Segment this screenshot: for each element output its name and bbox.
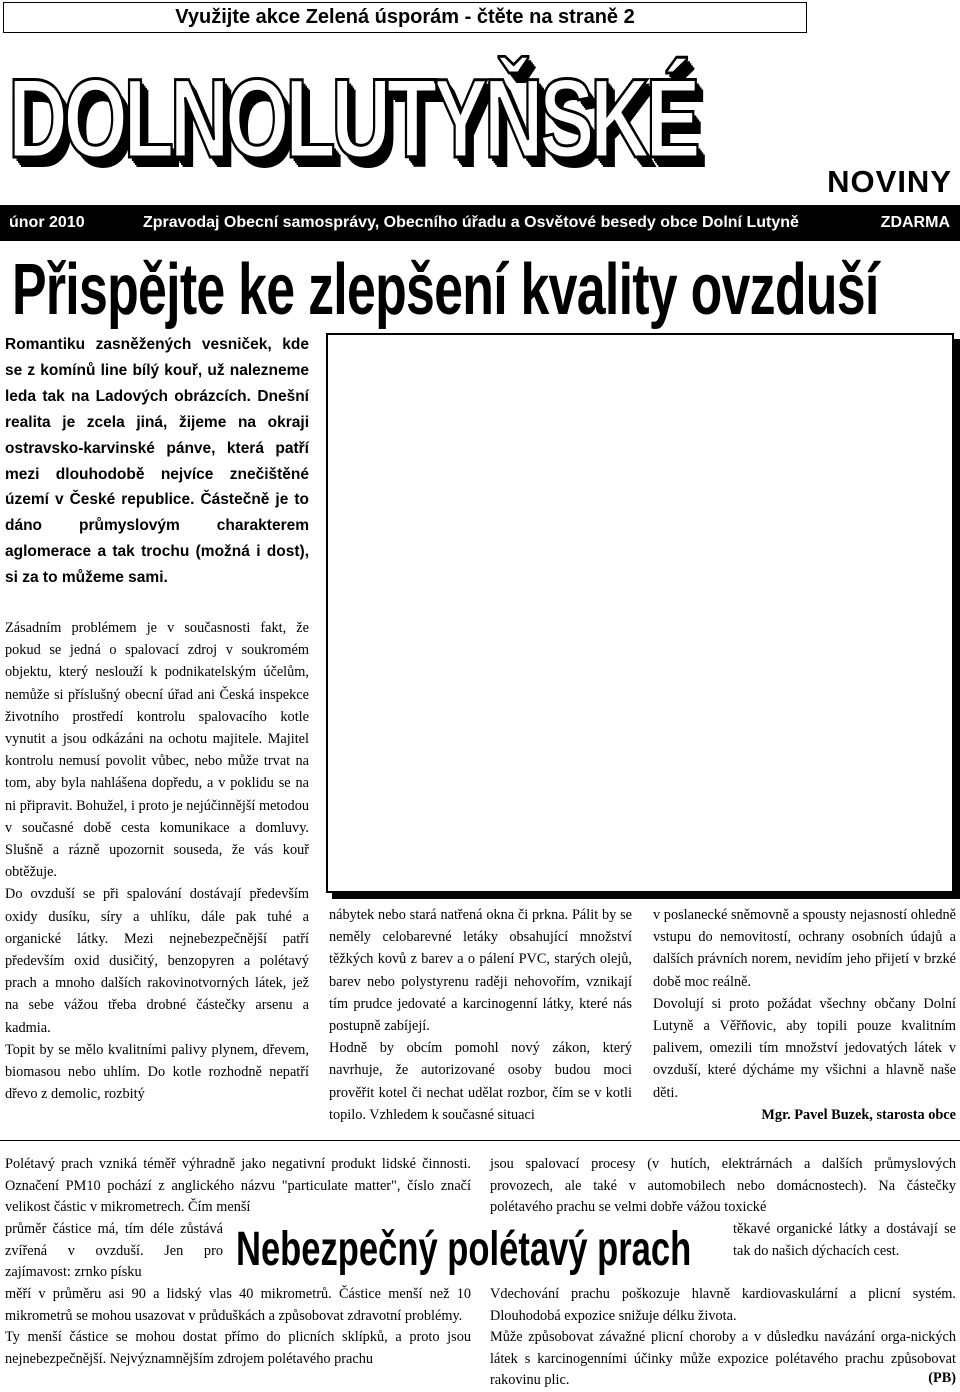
price-label: ZDARMA [880, 214, 950, 231]
article2-col-b-rest [490, 1284, 956, 1392]
paragraph: Vdechování prachu poškozuje hlavně kardiovaskulární a plicní systém. Dlouhodobá expozice snižuje délku života. [490, 1286, 956, 1324]
article-column-3 [653, 904, 956, 1126]
promo-banner: Využijte akce Zelená úsporám - čtěte na straně 2 [3, 2, 807, 33]
photo-frame [326, 333, 954, 893]
paragraph: v poslanecké sněmovně a spousty nejasností ohledně vstupu do nemovitostí, ochrany osobních údajů a dalších právních norem, nevidím jeho přijetí v brzké době moc reálně. [653, 907, 956, 990]
article2-col-a-rest [5, 1284, 471, 1370]
paragraph: Topit by se mělo kvalitními palivy plynem, dřevem, biomasou nebo uhlím. Do kotle rozhodně nepatří dřevo z demolic, rozbitý [5, 1041, 309, 1103]
paragraph: Hodně by obcím pomohl nový zákon, který navrhuje, že autorizované osoby budou moci prověřit kotel či nechat udělat rozbor, čím se v kotli topilo. Vzhledem k současné situaci [329, 1040, 632, 1123]
masthead-title: DOLNOLUTYŇSKÉ [8, 56, 697, 181]
paragraph: Zásadním problémem je v současnosti fakt, že pokud se jedná o spalovací zdroj v soukromém objektu, který neslouží k podnikatelským účelům, nemůže si příslušný obecní úřad ani Česká inspekce životního prostředí kontrolu spalovacího kotle vynutit a jsou odkázáni na ochotu majitele. Majitel kontrolu nemusí povolit vůbec, nebo může trvat na tom, aby byla nahlášena dopředu, a v poklidu se na ni připravit. Bohužel, i proto je nejúčinnější metodou v současné době cesta komunikace a domluvy. Slušně a rázně upozornit souseda, že vás kouř obtěžuje. [5, 620, 309, 881]
newsletter-description: Zpravodaj Obecní samosprávy, Obecního úřadu a Osvětové besedy obce Dolní Lutyně [143, 214, 799, 231]
paragraph: Může způsobovat závažné plicní choroby a v důsledku navázání orga-nických látek s karcinogenními účinky může expozice polétavého prachu způsobovat rakovinu plic. [490, 1329, 956, 1388]
article-signature: Mgr. Pavel Buzek, starosta obce [761, 1106, 956, 1123]
paragraph: Do ovzduší se při spalování dostávají především oxidy dusíku, síry a uhlíku, dále pak tuhé a organické látky. Mezi nejnebezpečnější patří především oxid dusičitý, benzopyren a polétavý prach a mnoho dalších rakovinotvorných látek, jež na sebe vážou třeba drobné částečky arsenu a kadmia. [5, 886, 309, 1036]
article-column-2 [329, 904, 632, 1126]
article2-col-a-top: Polétavý prach vzniká téměř výhradně jako negativní produkt lidské činnosti. Označení PM10 pochází z anglického názvu "particulate matter", číslo značí velikost částic v mikrometrech. Čím menší [5, 1156, 471, 1215]
section-divider [0, 1140, 960, 1141]
article2-author: (PB) [928, 1370, 956, 1386]
paragraph: měří v průměru asi 90 a lidský vlas 40 mikrometrů. Částice menší než 10 mikrometrů se mohou usazovat v průduškách a způsobovat zdravotní problémy. [5, 1286, 471, 1324]
paragraph: nábytek nebo stará natřená okna či prkna. Pálit by se neměly celobarevné letáky obsahující množství těžkých kovů z barev a o pálení PVC, starých olejů, barev nebo polystyrenu raději nehovořím, vznikají tím prudce jedovaté a karcinogenní látky, které nás postupně zabíjejí. [329, 907, 632, 1035]
article2-col-b-top: jsou spalovací procesy (v hutích, elektrárnách a dalších průmyslových provozech, ale také v automobilech nebo domácnostech). Na částečky polétavého prachu se velmi dobře vážou toxické [490, 1156, 956, 1215]
paragraph: Ty menší částice se mohou dostat přímo do plicních sklípků, a proto jsou nejnebezpečnější. Nejvýznamnějším zdrojem polétavého prachu [5, 1329, 471, 1367]
article2-col-a-narrow: průměr částice má, tím déle zůstává zvířená v ovzduší. Jen pro zajímavost: zrnko písku [5, 1221, 223, 1280]
article2-col-b-narrow: těkavé organické látky a dostávají se tak do našich dýchacích cest. [733, 1221, 956, 1259]
article2-headline: Nebezpečný polétavý prach [236, 1223, 692, 1276]
info-bar [0, 205, 960, 241]
masthead-subtitle: NOVINY [827, 164, 952, 199]
article-column-1 [5, 617, 309, 1105]
article-headline: Přispějte ke zlepšení kvality ovzduší [12, 250, 879, 330]
paragraph: Dovolují si proto požádat všechny občany Dolní Lutyně a Věřňovic, aby topili pouze kvalitním palivem, omezili tím množství jedovatých látek v ovzduší, které dýcháme my všichni a hlavně naše děti. [653, 995, 956, 1101]
issue-date: únor 2010 [9, 214, 85, 231]
article-lead: Romantiku zasněžených vesniček, kde se z komínů line bílý kouř, už nalezneme leda tak na Ladových obrázcích. Dnešní realita je zcela jiná, žijeme na okraji ostravsko-karvinské pánve, která patří mezi dlouhodobě nejvíce znečištěné území v České republice. Částečně je to dáno průmyslovým charakterem aglomerace a tak trochu (možná i dost), si za to můžeme sami. [5, 336, 309, 587]
